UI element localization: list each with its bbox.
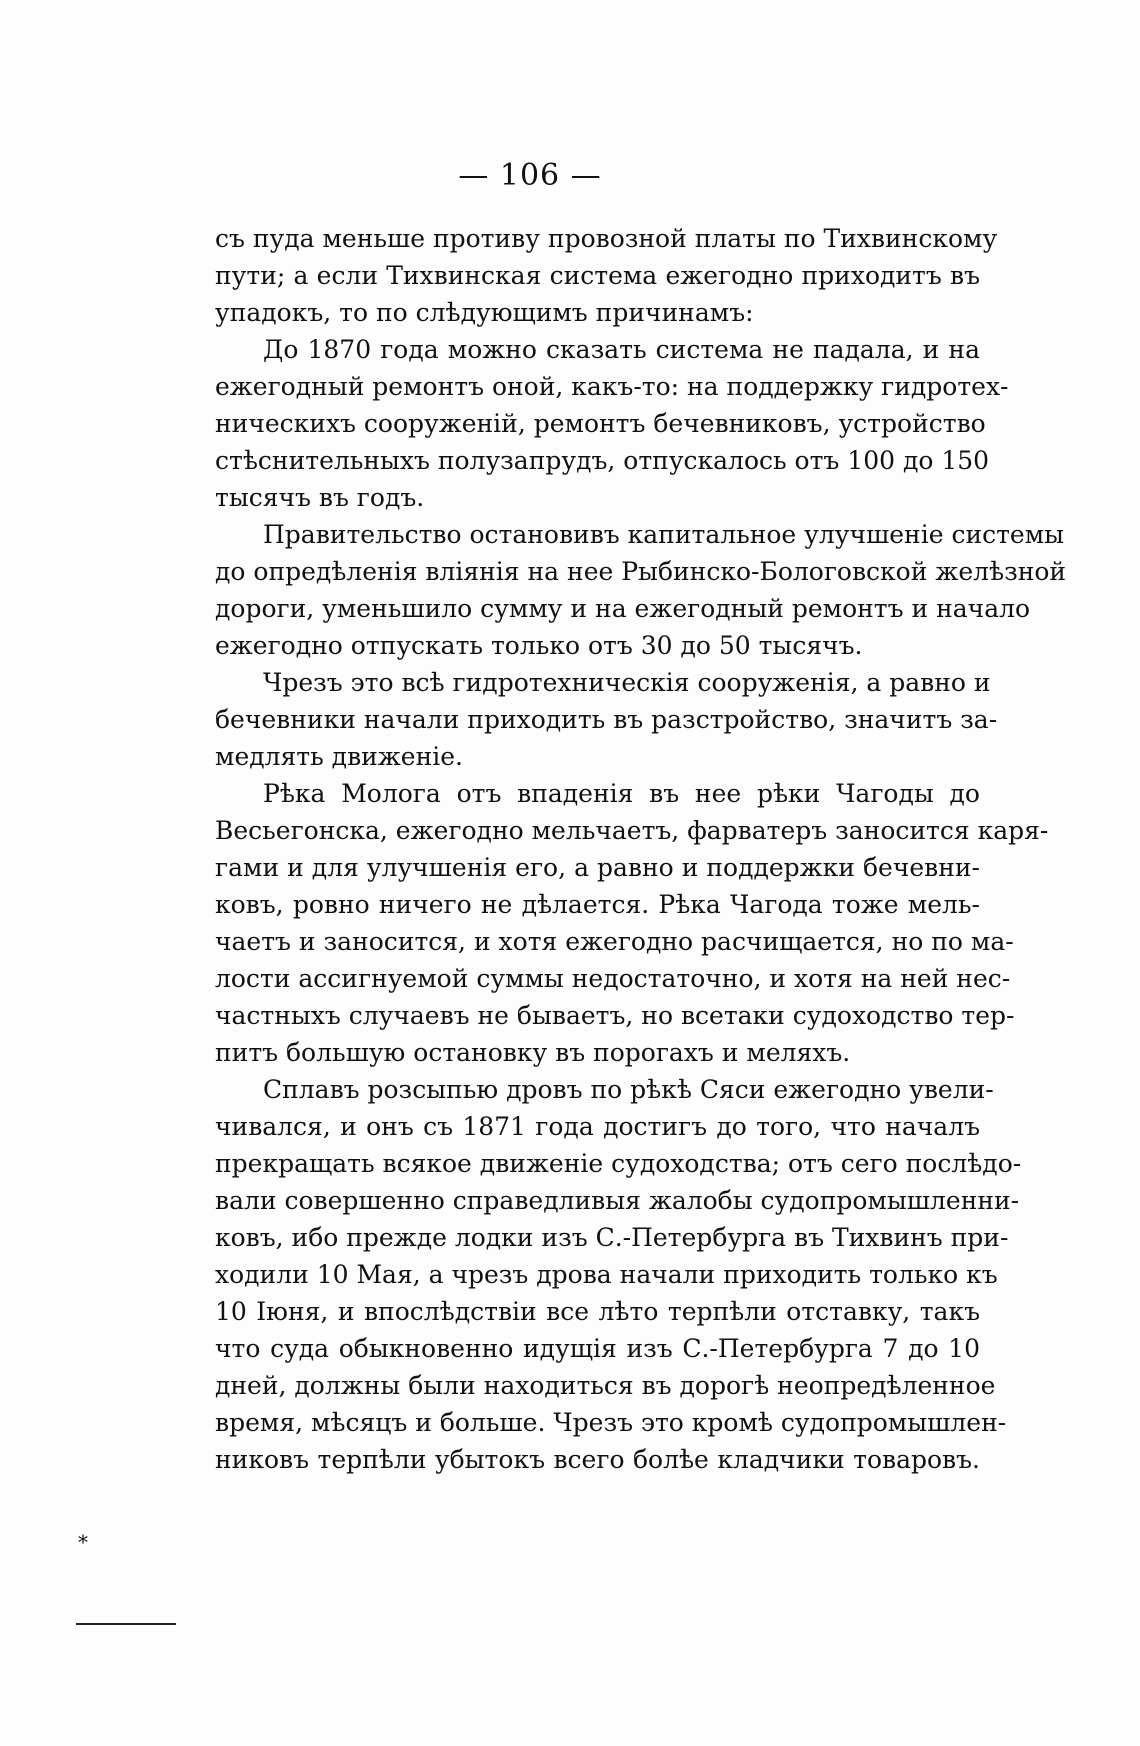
text-line: вали совершенно справедливыя жалобы судопромышленни- xyxy=(215,1186,1020,1215)
paragraph xyxy=(215,331,1009,516)
paragraph xyxy=(215,664,998,775)
footnote-rule xyxy=(76,1623,176,1625)
text-line: Сплавъ розсыпью дровъ по рѣкѣ Сяси ежегодно увели- xyxy=(263,1075,994,1104)
text-line: упадокъ, то по слѣдующимъ причинамъ: xyxy=(215,298,754,327)
text-line: прекращать всякое движеніе судоходства; отъ сего послѣдо- xyxy=(215,1149,1022,1178)
page-number: — 106 — xyxy=(458,158,602,193)
text-line: чивался, и онъ съ 1871 года достигъ до того, что началъ xyxy=(215,1112,980,1141)
text-line: что суда обыкновенно идущія изъ С.-Петербурга 7 до 10 xyxy=(215,1334,980,1363)
text-line: ковъ, ибо прежде лодки изъ С.-Петербурга въ Тихвинъ при- xyxy=(215,1223,1009,1252)
text-line: ническихъ сооруженій, ремонтъ бечевниковъ, устройство xyxy=(215,409,986,438)
text-line: стѣснительныхъ полузапрудъ, отпускалось отъ 100 до 150 xyxy=(215,446,990,475)
text-line: лости ассигнуемой суммы недостаточно, и хотя на ней нес- xyxy=(215,964,1011,993)
text-line: ежегодно отпускать только отъ 30 до 50 тысячъ. xyxy=(215,631,863,660)
text-line: никовъ терпѣли убытокъ всего болѣе кладчики товаровъ. xyxy=(215,1445,980,1474)
text-line: Рѣка Молога отъ впаденія въ нее рѣки Чагоды до xyxy=(263,779,980,808)
text-line: съ пуда меньше противу провозной платы по Тихвинскому xyxy=(215,224,998,253)
text-line: пути; а если Тихвинская система ежегодно приходитъ въ xyxy=(215,261,980,290)
text-line: бечевники начали приходить въ разстройство, значитъ за- xyxy=(215,705,998,734)
paragraph xyxy=(215,1071,1022,1478)
text-line: Весьегонска, ежегодно мельчаетъ, фарватеръ заносится каря- xyxy=(215,816,1049,845)
text-line: ходили 10 Мая, а чрезъ дрова начали приходить только къ xyxy=(215,1260,998,1289)
text-line: До 1870 года можно сказать система не падала, и на xyxy=(263,335,980,364)
text-line: питъ большую остановку въ порогахъ и меляхъ. xyxy=(215,1038,851,1067)
body-text xyxy=(215,220,1067,1478)
text-line: до опредѣленія вліянія на нее Рыбинско-Бологовской желѣзной xyxy=(215,557,1067,586)
text-line: чаетъ и заносится, и хотя ежегодно расчищается, но по ма- xyxy=(215,927,1014,956)
text-line: Чрезъ это всѣ гидротехническія сооруженія, а равно и xyxy=(263,668,991,697)
text-line: тысячъ въ годъ. xyxy=(215,483,425,512)
text-line: ковъ, ровно ничего не дѣлается. Рѣка Чагода тоже мель- xyxy=(215,890,980,919)
text-line: частныхъ случаевъ не бываетъ, но всетаки судоходство тер- xyxy=(215,1001,1015,1030)
text-line: ежегодный ремонтъ оной, какъ-то: на поддержку гидротех- xyxy=(215,372,1009,401)
text-line: гами и для улучшенія его, а равно и поддержки бечевни- xyxy=(215,853,980,882)
text-line: Правительство остановивъ капитальное улучшеніе системы xyxy=(263,520,1065,549)
text-line: дороги, уменьшило сумму и на ежегодный ремонтъ и начало xyxy=(215,594,1031,623)
paragraph xyxy=(215,516,1067,664)
paragraph xyxy=(215,775,1049,1071)
text-line: 10 Іюня, и впослѣдствіи все лѣто терпѣли отставку, такъ xyxy=(215,1297,980,1326)
text-line: дней, должны были находиться въ дорогѣ неопредѣленное xyxy=(215,1371,996,1400)
footnote-mark: * xyxy=(78,1530,88,1554)
paragraph xyxy=(215,220,998,331)
text-line: время, мѣсяцъ и больше. Чрезъ это кромѣ судопромышлен- xyxy=(215,1408,1007,1437)
text-line: медлять движеніе. xyxy=(215,742,463,771)
